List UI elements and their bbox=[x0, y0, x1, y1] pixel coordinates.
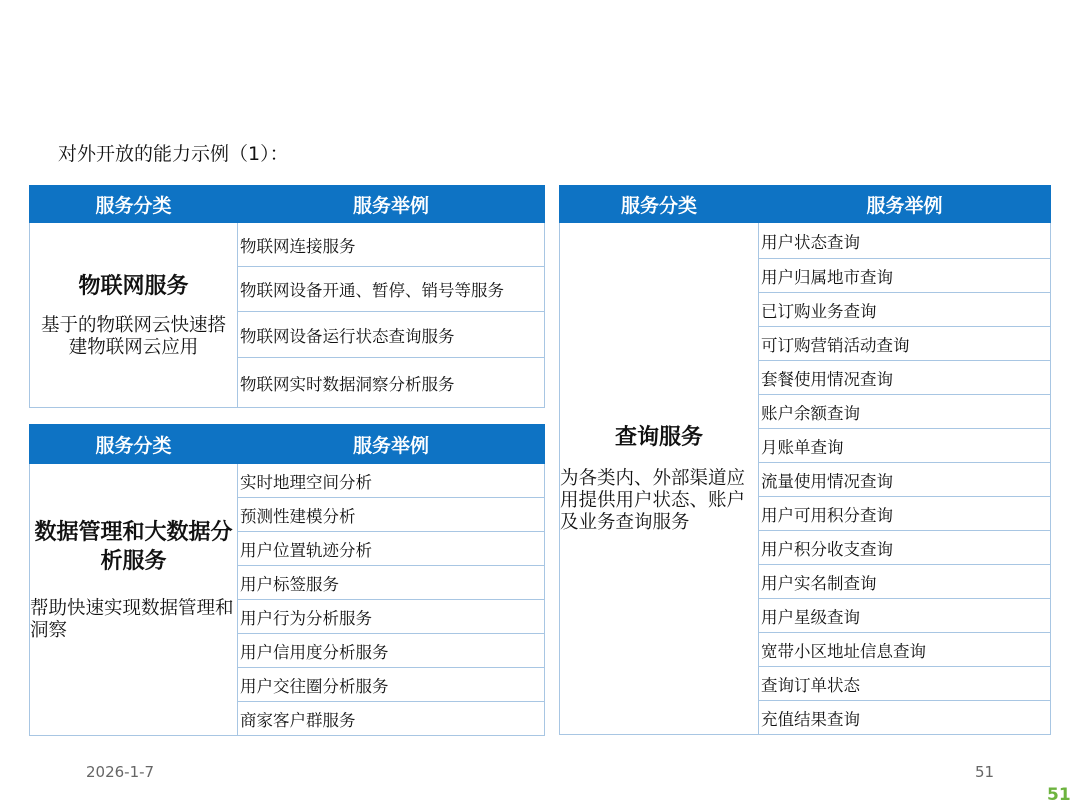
service-item: 用户标签服务 bbox=[238, 566, 545, 600]
data-service-table bbox=[29, 424, 545, 736]
category-name: 数据管理和大数据分析服务 bbox=[34, 519, 233, 574]
iot-service-table bbox=[29, 185, 545, 408]
category-cell bbox=[560, 223, 759, 735]
service-item: 已订购业务查询 bbox=[759, 293, 1051, 327]
service-item: 宽带小区地址信息查询 bbox=[759, 633, 1051, 667]
service-item: 月账单查询 bbox=[759, 429, 1051, 463]
service-item: 商家客户群服务 bbox=[238, 702, 545, 736]
page-title: 对外开放的能力示例（1）： bbox=[58, 143, 289, 165]
service-item: 物联网实时数据洞察分析服务 bbox=[238, 358, 545, 408]
service-item: 可订购营销活动查询 bbox=[759, 327, 1051, 361]
category-description: 为各类内、外部渠道应用提供用户状态、账户及业务查询服务 bbox=[560, 468, 746, 533]
service-item: 查询订单状态 bbox=[759, 667, 1051, 701]
service-item: 用户归属地市查询 bbox=[759, 259, 1051, 293]
service-item: 账户余额查询 bbox=[759, 395, 1051, 429]
table-header-category: 服务分类 bbox=[560, 186, 759, 223]
footer-page-number: 51 bbox=[975, 763, 995, 781]
service-item: 用户星级查询 bbox=[759, 599, 1051, 633]
service-item: 用户可用积分查询 bbox=[759, 497, 1051, 531]
footer-date: 2026-1-7 bbox=[86, 763, 155, 781]
service-item: 用户信用度分析服务 bbox=[238, 634, 545, 668]
service-item: 预测性建模分析 bbox=[238, 498, 545, 532]
service-item: 实时地理空间分析 bbox=[238, 464, 545, 498]
service-item: 流量使用情况查询 bbox=[759, 463, 1051, 497]
service-item: 用户积分收支查询 bbox=[759, 531, 1051, 565]
table-header-examples: 服务举例 bbox=[238, 425, 545, 464]
table-header-examples: 服务举例 bbox=[238, 186, 545, 223]
table-header-category: 服务分类 bbox=[30, 186, 238, 223]
page-number-badge: 51 bbox=[1047, 785, 1071, 805]
service-item: 物联网设备运行状态查询服务 bbox=[238, 312, 545, 358]
service-item: 用户交往圈分析服务 bbox=[238, 668, 545, 702]
category-cell bbox=[30, 464, 238, 736]
category-description: 基于的物联网云快速搭建物联网云应用 bbox=[40, 314, 226, 358]
service-item: 充值结果查询 bbox=[759, 701, 1051, 735]
table-header-category: 服务分类 bbox=[30, 425, 238, 464]
service-item: 套餐使用情况查询 bbox=[759, 361, 1051, 395]
service-item: 用户实名制查询 bbox=[759, 565, 1051, 599]
table-header-examples: 服务举例 bbox=[759, 186, 1051, 223]
service-item: 用户位置轨迹分析 bbox=[238, 532, 545, 566]
service-item: 用户状态查询 bbox=[759, 223, 1051, 259]
category-name: 物联网服务 bbox=[78, 273, 189, 299]
category-cell bbox=[30, 223, 238, 408]
service-item: 用户行为分析服务 bbox=[238, 600, 545, 634]
service-item: 物联网连接服务 bbox=[238, 223, 545, 267]
category-name: 查询服务 bbox=[614, 425, 703, 450]
category-description: 帮助快速实现数据管理和洞察 bbox=[30, 597, 234, 641]
query-service-table bbox=[559, 185, 1051, 735]
service-item: 物联网设备开通、暂停、销号等服务 bbox=[238, 267, 545, 312]
